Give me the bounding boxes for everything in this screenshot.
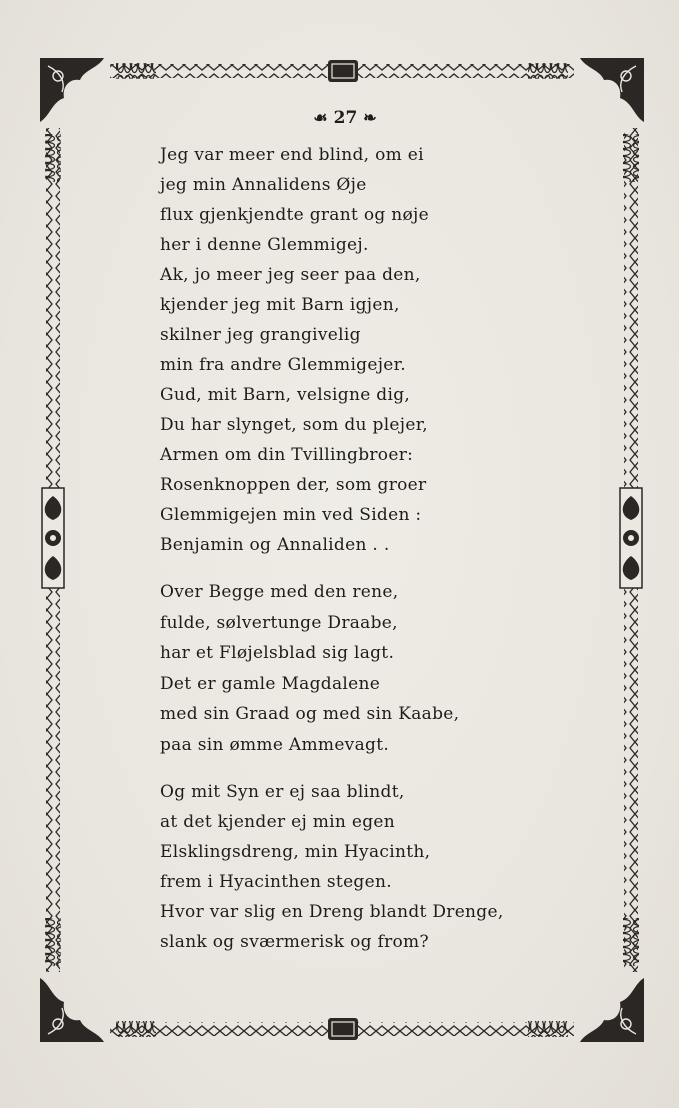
poem-line: Glemmigejen min ved Siden : <box>160 505 422 525</box>
page-number: 27 <box>333 108 358 128</box>
poem-line: Elsklingsdreng, min Hyacinth, <box>160 842 431 862</box>
poem-line: Armen om din Tvillingbroer: <box>160 445 414 465</box>
poem-line: Ak, jo meer jeg seer paa den, <box>160 265 421 285</box>
poem-line: Gud, mit Barn, velsigne dig, <box>160 385 411 405</box>
stanza <box>160 777 560 957</box>
poem-line: slank og sværmerisk og from? <box>160 932 429 952</box>
poem-line: jeg min Annalidens Øje <box>160 175 367 195</box>
stanza <box>160 140 560 560</box>
poem-line: Du har slynget, som du plejer, <box>160 415 428 435</box>
poem-line: Og mit Syn er ej saa blindt, <box>160 782 405 802</box>
poem-line: har et Fløjelsblad sig lagt. <box>160 643 395 663</box>
stanza <box>160 577 560 760</box>
poem-line: Jeg var meer end blind, om ei <box>160 145 424 165</box>
poem-line: at det kjender ej min egen <box>160 812 396 832</box>
poem-line: kjender jeg mit Barn igjen, <box>160 295 400 315</box>
hand-fleuron-icon: ☙ <box>313 108 328 127</box>
poem-text <box>160 140 560 974</box>
poem-line: Hvor var slig en Dreng blandt Drenge, <box>160 902 504 922</box>
hand-fleuron-icon: ❧ <box>363 108 377 127</box>
poem-line: Rosenknoppen der, som groer <box>160 475 427 495</box>
poem-line: med sin Graad og med sin Kaabe, <box>160 704 460 724</box>
poem-line: fulde, sølvertunge Draabe, <box>160 612 398 633</box>
poem-line: paa sin ømme Ammevagt. <box>160 734 390 755</box>
poem-line: frem i Hyacinthen stegen. <box>160 872 392 892</box>
poem-line: flux gjenkjendte grant og nøje <box>160 205 429 225</box>
poem-line: skilner jeg grangivelig <box>160 325 361 345</box>
poem-line: her i denne Glemmigej. <box>160 235 369 255</box>
poem-line: Det er gamle Magdalene <box>160 673 381 694</box>
poem-line: min fra andre Glemmigejer. <box>160 355 406 375</box>
poem-line: Benjamin og Annaliden . . <box>160 535 390 555</box>
page-number-header <box>290 108 400 128</box>
poem-line: Over Begge med den rene, <box>160 582 399 602</box>
